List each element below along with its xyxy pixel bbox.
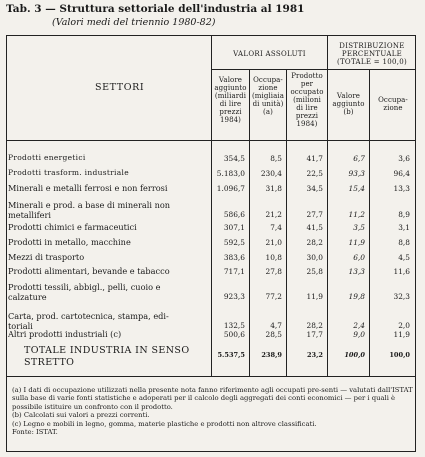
total-cell: 23,2 (306, 351, 323, 359)
table-cell: 307,1 (223, 223, 245, 232)
table-cell: 22,5 (306, 169, 323, 178)
header-col-valore: Valore aggiunto (miliardi di lire prezzi 1984) (214, 76, 247, 124)
table-cell: 77,2 (265, 292, 282, 301)
footnote-source: Fonte: ISTAT. (12, 428, 58, 437)
table-cell: 41,5 (306, 223, 323, 232)
row-label: Mezzi di trasporto (8, 252, 85, 262)
total-cell: 238,9 (261, 351, 282, 359)
header-settori: SETTORI (95, 82, 145, 93)
notes-separator-rule (6, 376, 416, 377)
table-cell: 11,6 (393, 267, 410, 276)
table-subtitle: (Valori medi del triennio 1980-82) (52, 17, 216, 28)
table-cell: 230,4 (260, 169, 282, 178)
header-col-prodotto: Prodotto per occupato (milioni di lire prezzi 1984) (290, 72, 324, 128)
table-cell: 96,4 (393, 169, 410, 178)
table-cell: 21,2 (265, 210, 282, 219)
row-label: Carta, prod. cartotecnica, stampa, edi- toriali (8, 311, 169, 331)
header-col-occupazione: Occupa- zione (migliaia di unità) (a) (251, 76, 285, 116)
row-label: Prodotti trasform. industriale (8, 168, 129, 177)
table-cell: 11,2 (348, 210, 365, 219)
table-cell: 923,3 (223, 292, 245, 301)
row-label: Prodotti chimici e farmaceutici (8, 222, 137, 232)
table-cell: 28,5 (265, 330, 282, 339)
table-cell: 93,3 (348, 169, 365, 178)
table-cell: 28,2 (306, 238, 323, 247)
row-label: Minerali e metalli ferrosi e non ferrosi (8, 183, 168, 193)
table-cell: 10,8 (265, 253, 282, 262)
table-cell: 7,4 (270, 223, 282, 232)
table-cell: 31,8 (265, 184, 282, 193)
col-divider-4 (369, 69, 370, 376)
table-cell: 1.096,7 (216, 184, 245, 193)
table-title: Tab. 3 — Struttura settoriale dell'industria al 1981 (6, 3, 305, 15)
table-cell: 6,7 (353, 154, 365, 163)
table-cell: 2,0 (398, 321, 410, 330)
total-cell: 100,0 (344, 351, 365, 359)
table-cell: 3,6 (398, 154, 410, 163)
table-cell: 500,6 (223, 330, 245, 339)
row-label: Prodotti alimentari, bevande e tabacco (8, 266, 170, 276)
table-cell: 2,4 (353, 321, 365, 330)
table-cell: 11,9 (306, 292, 323, 301)
total-label: TOTALE INDUSTRIA IN SENSO STRETTO (24, 345, 190, 368)
table-cell: 9,0 (353, 330, 365, 339)
table-cell: 3,1 (398, 223, 410, 232)
table-cell: 13,3 (348, 267, 365, 276)
table-cell: 13,3 (393, 184, 410, 193)
table-cell: 8,5 (270, 154, 282, 163)
table-cell: 4,7 (270, 321, 282, 330)
table-cell: 11,9 (393, 330, 410, 339)
table-cell: 28,2 (306, 321, 323, 330)
table-cell: 5.183,0 (216, 169, 245, 178)
table-cell: 15,4 (348, 184, 365, 193)
table-cell: 19,8 (348, 292, 365, 301)
header-col-pct-occupazione: Occupa- zione (378, 96, 408, 112)
table-cell: 383,6 (223, 253, 245, 262)
table-cell: 27,8 (265, 267, 282, 276)
table-cell: 717,1 (223, 267, 245, 276)
row-label: Prodotti energetici (8, 153, 86, 162)
header-group-percent: DISTRIBUZIONE PERCENTUALE (TOTALE = 100,0) (336, 42, 408, 66)
table-cell: 30,0 (306, 253, 323, 262)
table-cell: 132,5 (223, 321, 245, 330)
footnote-c: (c) Legno e mobili in legno, gomma, materie plastiche e prodotti non altrove classificati. (12, 419, 317, 428)
total-cell: 100,0 (389, 351, 410, 359)
row-label: Prodotti tessili, abbigl., pelli, cuoio e calzature (8, 282, 161, 302)
table-cell: 4,5 (398, 253, 410, 262)
header-group-rule (211, 69, 416, 70)
table-cell: 21,0 (265, 238, 282, 247)
header-col-pct-valore: Valore aggiunto (b) (332, 92, 365, 116)
table-cell: 8,8 (398, 238, 410, 247)
table-cell: 586,6 (223, 210, 245, 219)
table-cell: 25,8 (306, 267, 323, 276)
table-cell: 8,9 (398, 210, 410, 219)
table-cell: 592,5 (223, 238, 245, 247)
footnotes (12, 386, 414, 436)
table-cell: 17,7 (306, 330, 323, 339)
row-label: Prodotti in metallo, macchine (8, 237, 131, 247)
table-cell: 41,7 (306, 154, 323, 163)
row-label: Minerali e prod. a base di minerali non metalliferi (8, 200, 171, 220)
footnote-a: (a) I dati di occupazione utilizzati nella presente nota fanno riferimento agli occupati pre-senti — valutati dall'ISTAT sulla base di varie fonti statistiche e adoperati per il calcolo degli aggregati dei conti economici — per i quali è possibile istituire un confronto con il prodotto. (12, 386, 413, 411)
table-cell: 34,5 (306, 184, 323, 193)
total-cell: 5.537,5 (217, 351, 245, 359)
col-divider-group (327, 35, 328, 376)
row-label: Altri prodotti industriali (c) (8, 329, 122, 339)
table-cell: 32,3 (393, 292, 410, 301)
table-cell: 27,7 (306, 210, 323, 219)
header-group-absolute: VALORI ASSOLUTI (233, 50, 306, 58)
table-cell: 6,0 (353, 253, 365, 262)
table-cell: 354,5 (223, 154, 245, 163)
table-cell: 3,5 (353, 223, 365, 232)
footnote-b: (b) Calcolati sui valori a prezzi correnti. (12, 411, 150, 420)
table-cell: 11,9 (348, 238, 365, 247)
